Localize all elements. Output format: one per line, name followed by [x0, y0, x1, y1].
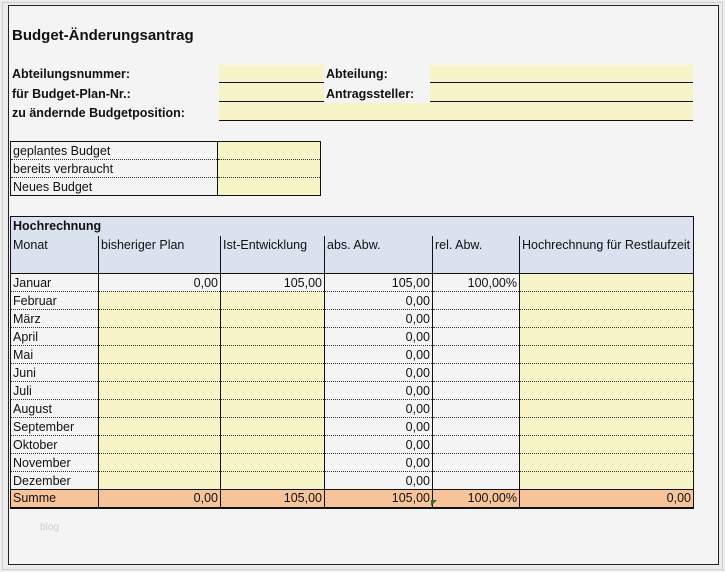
month-cell: Februar	[11, 292, 99, 310]
abs-abw-cell: 105,00	[325, 274, 433, 292]
month-cell: Dezember	[11, 472, 99, 490]
month-cell: März	[11, 310, 99, 328]
table-row	[11, 382, 694, 400]
hochrechnung-cell[interactable]	[520, 346, 694, 364]
summe-abs: 105,00	[325, 490, 433, 508]
abs-abw-cell: 0,00	[325, 382, 433, 400]
summe-plan: 0,00	[99, 490, 221, 508]
rel-abw-cell	[433, 472, 520, 490]
column-headers	[11, 236, 694, 274]
budget-value[interactable]	[218, 142, 321, 160]
hochrechnung-cell[interactable]	[520, 328, 694, 346]
table-row	[11, 454, 694, 472]
ist-cell[interactable]	[221, 346, 325, 364]
rel-abw-cell	[433, 418, 520, 436]
plan-nr-label: für Budget-Plan-Nr.:	[12, 87, 131, 101]
abs-abw-cell: 0,00	[325, 454, 433, 472]
col-header-ist: Ist-Entwicklung	[221, 236, 325, 274]
ist-cell[interactable]	[221, 454, 325, 472]
summe-ist: 105,00	[221, 490, 325, 508]
month-cell: Mai	[11, 346, 99, 364]
abteilung-field[interactable]	[430, 65, 693, 83]
section-header	[11, 217, 694, 236]
month-cell: Oktober	[11, 436, 99, 454]
summe-label: Summe	[11, 490, 99, 508]
abs-abw-cell: 0,00	[325, 400, 433, 418]
rel-abw-cell	[433, 292, 520, 310]
hochrechnung-cell[interactable]	[520, 382, 694, 400]
col-header-hochrechnung: Hochrechnung für Restlaufzeit	[520, 236, 694, 274]
plan-cell[interactable]	[99, 364, 221, 382]
hochrechnung-cell[interactable]	[520, 364, 694, 382]
rel-abw-cell	[433, 454, 520, 472]
plan-cell[interactable]	[99, 454, 221, 472]
abs-abw-cell: 0,00	[325, 346, 433, 364]
month-cell: Juli	[11, 382, 99, 400]
cell-comment-indicator-icon	[431, 500, 437, 506]
month-cell: Januar	[11, 274, 99, 292]
abs-abw-cell: 0,00	[325, 310, 433, 328]
ist-cell[interactable]	[221, 364, 325, 382]
summe-hochrechnung: 0,00	[520, 490, 694, 508]
ist-cell[interactable]	[221, 418, 325, 436]
watermark: blog	[40, 522, 59, 533]
plan-cell[interactable]	[99, 418, 221, 436]
table-row	[11, 274, 694, 292]
hochrechnung-cell[interactable]	[520, 472, 694, 490]
rel-abw-cell	[433, 328, 520, 346]
month-cell: April	[11, 328, 99, 346]
col-header-plan: bisheriger Plan	[99, 236, 221, 274]
rel-abw-cell	[433, 310, 520, 328]
abs-abw-cell: 0,00	[325, 436, 433, 454]
budget-value[interactable]	[218, 160, 321, 178]
ist-cell[interactable]: 105,00	[221, 274, 325, 292]
table-row	[11, 472, 694, 490]
rel-abw-cell	[433, 382, 520, 400]
antragsteller-field[interactable]	[430, 84, 693, 102]
plan-cell[interactable]	[99, 382, 221, 400]
budget-row	[11, 160, 321, 178]
table-row	[11, 346, 694, 364]
plan-cell[interactable]	[99, 310, 221, 328]
ist-cell[interactable]	[221, 472, 325, 490]
budget-label: Neues Budget	[11, 178, 218, 196]
plan-cell[interactable]	[99, 472, 221, 490]
budget-label: geplantes Budget	[11, 142, 218, 160]
budgetposition-label: zu ändernde Budgetposition:	[12, 106, 185, 120]
hochrechnung-cell[interactable]	[520, 400, 694, 418]
budget-label: bereits verbraucht	[11, 160, 218, 178]
plan-cell[interactable]	[99, 346, 221, 364]
plan-cell[interactable]	[99, 292, 221, 310]
summe-rel: 100,00%	[433, 490, 520, 508]
plan-cell[interactable]: 0,00	[99, 274, 221, 292]
col-header-abs: abs. Abw.	[325, 236, 433, 274]
budget-row	[11, 178, 321, 196]
ist-cell[interactable]	[221, 436, 325, 454]
antragsteller-label: Antragssteller:	[326, 87, 415, 101]
plan-cell[interactable]	[99, 400, 221, 418]
hochrechnung-cell[interactable]	[520, 292, 694, 310]
ist-cell[interactable]	[221, 382, 325, 400]
plan-cell[interactable]	[99, 328, 221, 346]
plan-cell[interactable]	[99, 436, 221, 454]
hochrechnung-cell[interactable]	[520, 274, 694, 292]
hochrechnung-cell[interactable]	[520, 436, 694, 454]
abs-abw-cell: 0,00	[325, 328, 433, 346]
abteilung-label: Abteilung:	[326, 67, 388, 81]
month-cell: Juni	[11, 364, 99, 382]
table-row	[11, 418, 694, 436]
month-cell: November	[11, 454, 99, 472]
budgetposition-field[interactable]	[219, 103, 693, 121]
col-header-rel: rel. Abw.	[433, 236, 520, 274]
budget-table	[10, 141, 321, 196]
ist-cell[interactable]	[221, 400, 325, 418]
abs-abw-cell: 0,00	[325, 364, 433, 382]
summe-row	[11, 490, 694, 508]
ist-cell[interactable]	[221, 310, 325, 328]
ist-cell[interactable]	[221, 328, 325, 346]
abteilungsnummer-label: Abteilungsnummer:	[12, 67, 131, 81]
month-cell: September	[11, 418, 99, 436]
rel-abw-cell	[433, 436, 520, 454]
rel-abw-cell	[433, 364, 520, 382]
abs-abw-cell: 0,00	[325, 472, 433, 490]
table-row	[11, 436, 694, 454]
rel-abw-cell: 100,00%	[433, 274, 520, 292]
hochrechnung-title: Hochrechnung	[11, 217, 694, 236]
month-cell: August	[11, 400, 99, 418]
budget-row	[11, 142, 321, 160]
page-title: Budget-Änderungsantrag	[12, 27, 194, 44]
rel-abw-cell	[433, 400, 520, 418]
abteilungsnummer-field[interactable]	[219, 65, 324, 83]
hochrechnung-cell[interactable]	[520, 454, 694, 472]
abs-abw-cell: 0,00	[325, 418, 433, 436]
plan-nr-field[interactable]	[219, 84, 324, 102]
ist-cell[interactable]	[221, 292, 325, 310]
table-row	[11, 400, 694, 418]
table-row	[11, 310, 694, 328]
table-row	[11, 328, 694, 346]
rel-abw-cell	[433, 346, 520, 364]
table-row	[11, 292, 694, 310]
hochrechnung-cell[interactable]	[520, 310, 694, 328]
hochrechnung-table	[10, 216, 694, 509]
budget-value[interactable]	[218, 178, 321, 196]
abs-abw-cell: 0,00	[325, 292, 433, 310]
table-row	[11, 364, 694, 382]
col-header-monat: Monat	[11, 236, 99, 274]
hochrechnung-cell[interactable]	[520, 418, 694, 436]
